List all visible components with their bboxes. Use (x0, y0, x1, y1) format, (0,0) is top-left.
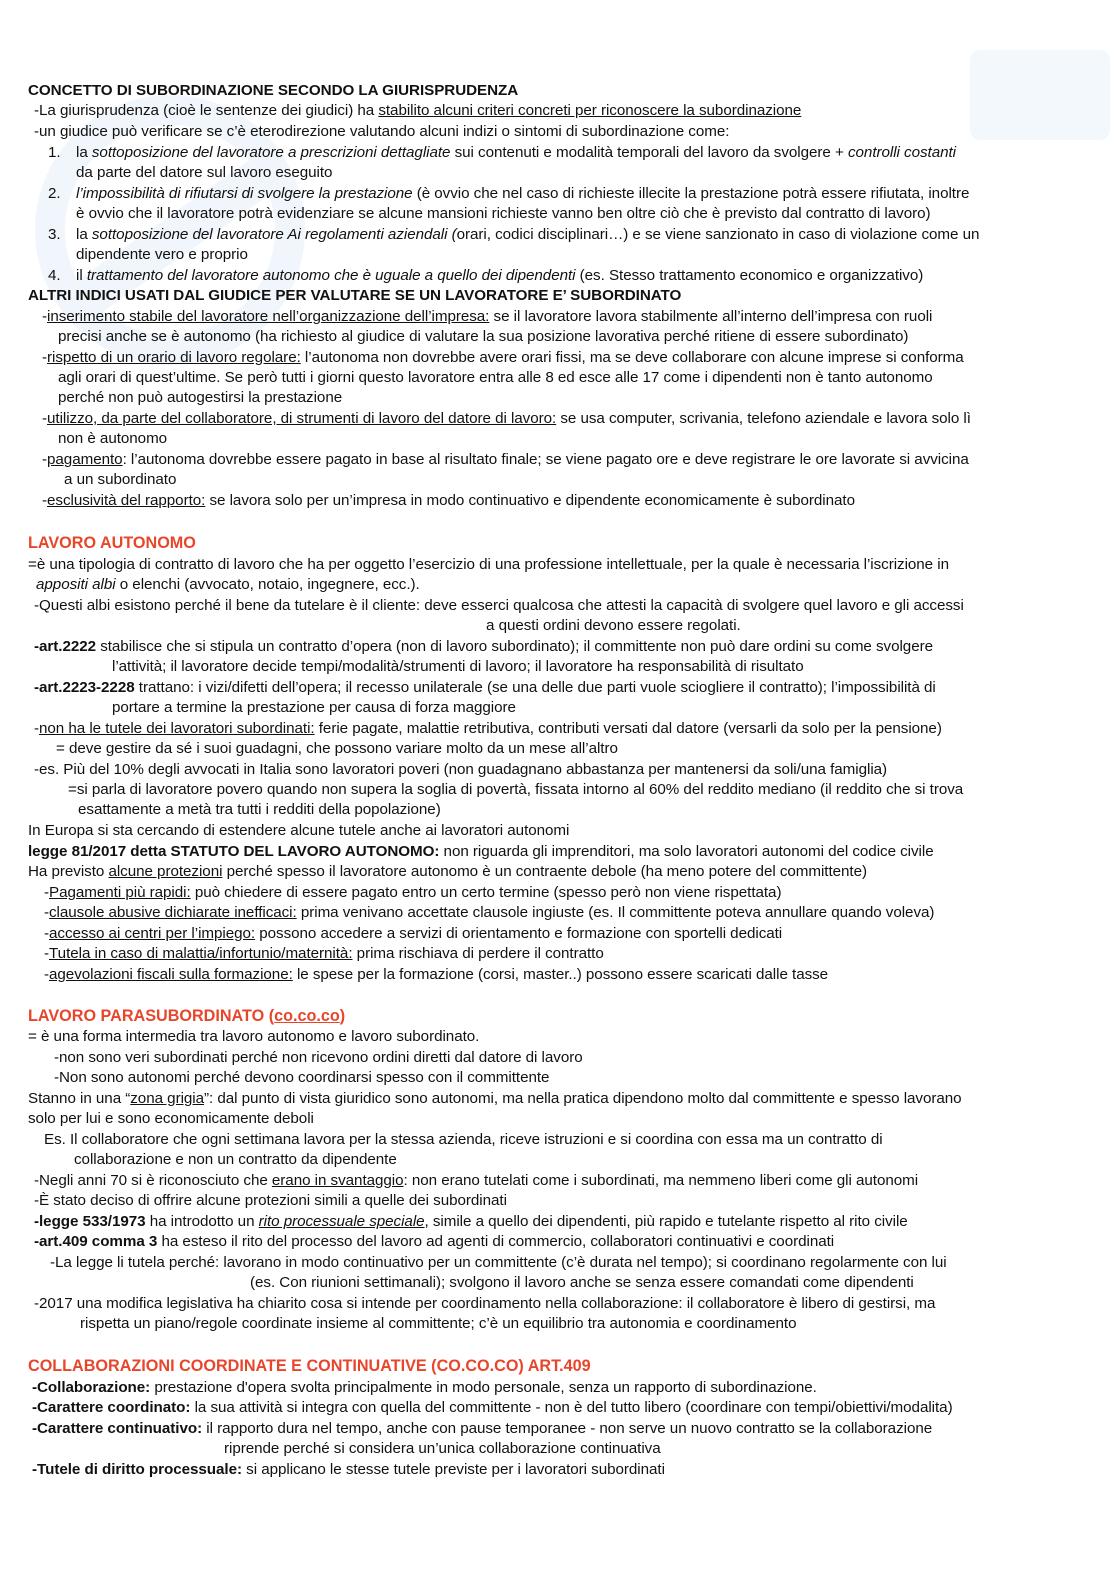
paragraph-line: perché non può autogestirsi la prestazione (58, 389, 343, 406)
paragraph-line: legge 81/2017 detta STATUTO DEL LAVORO AUTONOMO: non riguarda gli imprenditori, ma solo lavoratori autonomi del codice civile (28, 843, 934, 860)
paragraph-line: -inserimento stabile del lavoratore nell’organizzazione dell’impresa: se il lavoratore lavora stabilmente all’interno dell’impresa con ruoli (42, 308, 933, 325)
list-item: -clausole abusive dichiarate inefficaci: prima venivano accettate clausole ingiuste (es. Il committente poteva annullare quando voleva) (44, 904, 935, 921)
paragraph-line: esattamente a metà tra tutti i redditi della popolazione) (78, 801, 441, 818)
section-title-subordinazione: CONCETTO DI SUBORDINAZIONE SECONDO LA GIURISPRUDENZA (28, 82, 519, 99)
paragraph-line: -Questi albi esistono perché il bene da tutelare è il cliente: deve esserci qualcosa che attesti la capacità di svolgere quel lavoro e gli accessi (34, 597, 964, 614)
paragraph-line: Stanno in una “zona grigia”: dal punto di vista giuridico sono autonomi, ma nella pratica dipendono molto dal committente e spesso lavorano (28, 1090, 962, 1107)
paragraph-line: collaborazione e non un contratto da dipendente (74, 1151, 397, 1168)
paragraph-line: -Negli anni 70 si è riconosciuto che erano in svantaggio: non erano tutelati come i subordinati, ma nemmeno liberi come gli autonomi (34, 1172, 919, 1189)
paragraph-line: In Europa si sta cercando di estendere alcune tutele anche ai lavoratori autonomi (28, 822, 570, 839)
paragraph-line: a un subordinato (64, 471, 177, 488)
section-title-cococo: COLLABORAZIONI COORDINATE E CONTINUATIVE (CO.CO.CO) ART.409 (28, 1357, 591, 1375)
paragraph-line: -Carattere continuativo: il rapporto dura nel tempo, anche con pause temporanee - non serve un nuovo contratto se la collaborazione (32, 1420, 933, 1437)
paragraph-line: -utilizzo, da parte del collaboratore, di strumenti di lavoro del datore di lavoro: se usa computer, scrivania, telefono aziendale e lavora solo lì (42, 410, 971, 427)
paragraph-line: agli orari di quest’ultime. Se però tutti i giorni questo lavoratore entra alle 8 ed esce alle 17 come i dipendenti non è tanto autonomo (58, 369, 933, 386)
paragraph-line: -È stato deciso di offrire alcune protezioni simili a quelle dei subordinati (34, 1192, 507, 1209)
paragraph-line: -art.409 comma 3 ha esteso il rito del processo del lavoro ad agenti di commercio, collaboratori continuativi e coordinati (34, 1233, 835, 1250)
list-number: 3. (48, 226, 61, 243)
list-number: 4. (48, 267, 61, 284)
paragraph-line: (es. Con riunioni settimanali); svolgono il lavoro anche se senza essere comandati come dipendenti (250, 1274, 914, 1291)
list-item: il trattamento del lavoratore autonomo che è uguale a quello dei dipendenti (es. Stesso trattamento economico e organizzativo) (76, 267, 924, 284)
paragraph-line: -art.2222 stabilisce che si stipula un contratto d’opera (non di lavoro subordinato); il committente non può dare ordini su come svolgere (34, 638, 933, 655)
list-item: -accesso ai centri per l’impiego: possono accedere a servizi di orientamento e formazione con sportelli dedicati (44, 925, 783, 942)
list-item-continuation: è ovvio che il lavoratore potrà evidenziare se alcune mansioni richieste vanno ben oltre ciò che è previsto dal contratto di lavoro) (76, 205, 931, 222)
list-item: la sottoposizione del lavoratore Ai regolamenti aziendali (orari, codici disciplinari…) e se viene sanzionato in caso di violazione come un (76, 226, 980, 243)
list-item-continuation: da parte del datore sul lavoro eseguito (76, 164, 333, 181)
list-item: l’impossibilità di rifiutarsi di svolgere la prestazione (è ovvio che nel caso di richieste illecite la prestazione potrà essere rifiutata, inoltre (76, 185, 970, 202)
paragraph-line: -pagamento: l’autonoma dovrebbe essere pagato in base al risultato finale; se viene pagato ore e deve registrare le ore lavorate si avvicina (42, 451, 969, 468)
paragraph-line: -La legge li tutela perché: lavorano in modo continuativo per un committente (c’è durata nel tempo); si coordinano regolarmente con lui (50, 1254, 947, 1271)
paragraph-line: rispetta un piano/regole coordinate insieme al committente; c’è un equilibrio tra autonomia e coordinamento (80, 1315, 797, 1332)
paragraph-line: -rispetto di un orario di lavoro regolare: l’autonoma non dovrebbe avere orari fissi, ma se deve collaborare con alcune imprese si conforma (42, 349, 964, 366)
list-item: -Tutela in caso di malattia/infortunio/maternità: prima rischiava di perdere il contratto (44, 945, 604, 962)
paragraph-line: =si parla di lavoratore povero quando non supera la soglia di povertà, fissata intorno al 60% del reddito mediano (il reddito che si trova (68, 781, 964, 798)
paragraph-line: -Non sono autonomi perché devono coordinarsi spesso con il committente (54, 1069, 550, 1086)
paragraph-line: -non sono veri subordinati perché non ricevono ordini diretti dal datore di lavoro (54, 1049, 583, 1066)
section-title-lavoro-autonomo: LAVORO AUTONOMO (28, 534, 196, 552)
paragraph-line: -art.2223-2228 trattano: i vizi/difetti dell’opera; il recesso unilaterale (se una delle due parti vuole sciogliere il contratto); l’impossibilità di (34, 679, 936, 696)
paragraph-line: appositi albi o elenchi (avvocato, notaio, ingegnere, ecc.). (36, 576, 420, 593)
section-title-indici: ALTRI INDICI USATI DAL GIUDICE PER VALUTARE SE UN LAVORATORE E’ SUBORDINATO (28, 287, 682, 304)
list-number: 1. (48, 144, 61, 161)
paragraph-line: Ha previsto alcune protezioni perché spesso il lavoratore autonomo è un contraente debole (ha meno potere del committente) (28, 863, 868, 880)
list-item-continuation: dipendente vero e proprio (76, 246, 248, 263)
paragraph-line: riprende perché si considera un’unica collaborazione continuativa (224, 1440, 661, 1457)
list-item: -Pagamenti più rapidi: può chiedere di essere pagato entro un certo termine (spesso però non viene rispettata) (44, 884, 782, 901)
paragraph-line: Es. Il collaboratore che ogni settimana lavora per la stessa azienda, riceve istruzioni e si coordina con essa ma un contratto di (44, 1131, 883, 1148)
paragraph-line: -es. Più del 10% degli avvocati in Italia sono lavoratori poveri (non guadagnano abbastanza per mantenersi da soli/una famiglia) (34, 761, 888, 778)
paragraph-line: non è autonomo (58, 430, 168, 447)
paragraph-line: = è una forma intermedia tra lavoro autonomo e lavoro subordinato. (28, 1028, 480, 1045)
paragraph-line: -Collaborazione: prestazione d'opera svolta principalmente in modo personale, senza un rapporto di subordinazione. (32, 1379, 817, 1396)
section-title-parasubordinato: LAVORO PARASUBORDINATO (co.co.co) (28, 1007, 346, 1025)
paragraph-line: =è una tipologia di contratto di lavoro che ha per oggetto l’esercizio di una professione intellettuale, per la quale è necessaria l’iscrizione in (28, 556, 949, 573)
list-item: -agevolazioni fiscali sulla formazione: le spese per la formazione (corsi, master..) possono essere scaricati dalle tasse (44, 966, 829, 983)
paragraph-line: -esclusività del rapporto: se lavora solo per un’impresa in modo continuativo e dipendente economicamente è subordinato (42, 492, 855, 509)
list-number: 2. (48, 185, 61, 202)
paragraph-line: -Tutele di diritto processuale: si applicano le stesse tutele previste per i lavoratori subordinati (32, 1461, 665, 1478)
paragraph-line: -non ha le tutele dei lavoratori subordinati: ferie pagate, malattie retributiva, contributi versati dal datore (versarli da solo per la pensione) (34, 720, 942, 737)
paragraph-line: -un giudice può verificare se c’è eterodirezione valutando alcuni indizi o sintomi di subordinazione come: (34, 123, 730, 140)
list-item: la sottoposizione del lavoratore a prescrizioni dettagliate sui contenuti e modalità temporali del lavoro da svolgere + controlli costanti (76, 144, 956, 161)
paragraph-line: -Carattere coordinato: la sua attività si integra con quella del committente - non è del tutto libero (coordinare con tempi/obiettivi/modalita) (32, 1399, 953, 1416)
paragraph-line: portare a termine la prestazione per causa di forza maggiore (112, 699, 516, 716)
paragraph-line: solo per lui e sono economicamente deboli (28, 1110, 314, 1127)
paragraph-line: -legge 533/1973 ha introdotto un rito processuale speciale, simile a quello dei dipendenti, più rapido e tutelante rispetto al rito civile (34, 1213, 908, 1230)
watermark-corner (960, 40, 1116, 150)
paragraph-line: -2017 una modifica legislativa ha chiarito cosa si intende per coordinamento nella collaborazione: il collaboratore è libero di gestirsi, ma (34, 1295, 936, 1312)
paragraph-line: l’attività; il lavoratore decide tempi/modalità/strumenti di lavoro; il lavoratore ha responsabilità di risultato (112, 658, 804, 675)
paragraph-line: precisi anche se è autonomo (ha richiesto al giudice di valutare la sua posizione lavorativa perché ritiene di essere subordinato) (58, 328, 909, 345)
paragraph-line: -La giurisprudenza (cioè le sentenze dei giudici) ha stabilito alcuni criteri concreti per riconoscere la subordinazione (34, 102, 802, 119)
paragraph-line: = deve gestire da sé i suoi guadagni, che possono variare molto da un mese all’altro (56, 740, 618, 757)
paragraph-line: a questi ordini devono essere regolati. (486, 617, 741, 634)
